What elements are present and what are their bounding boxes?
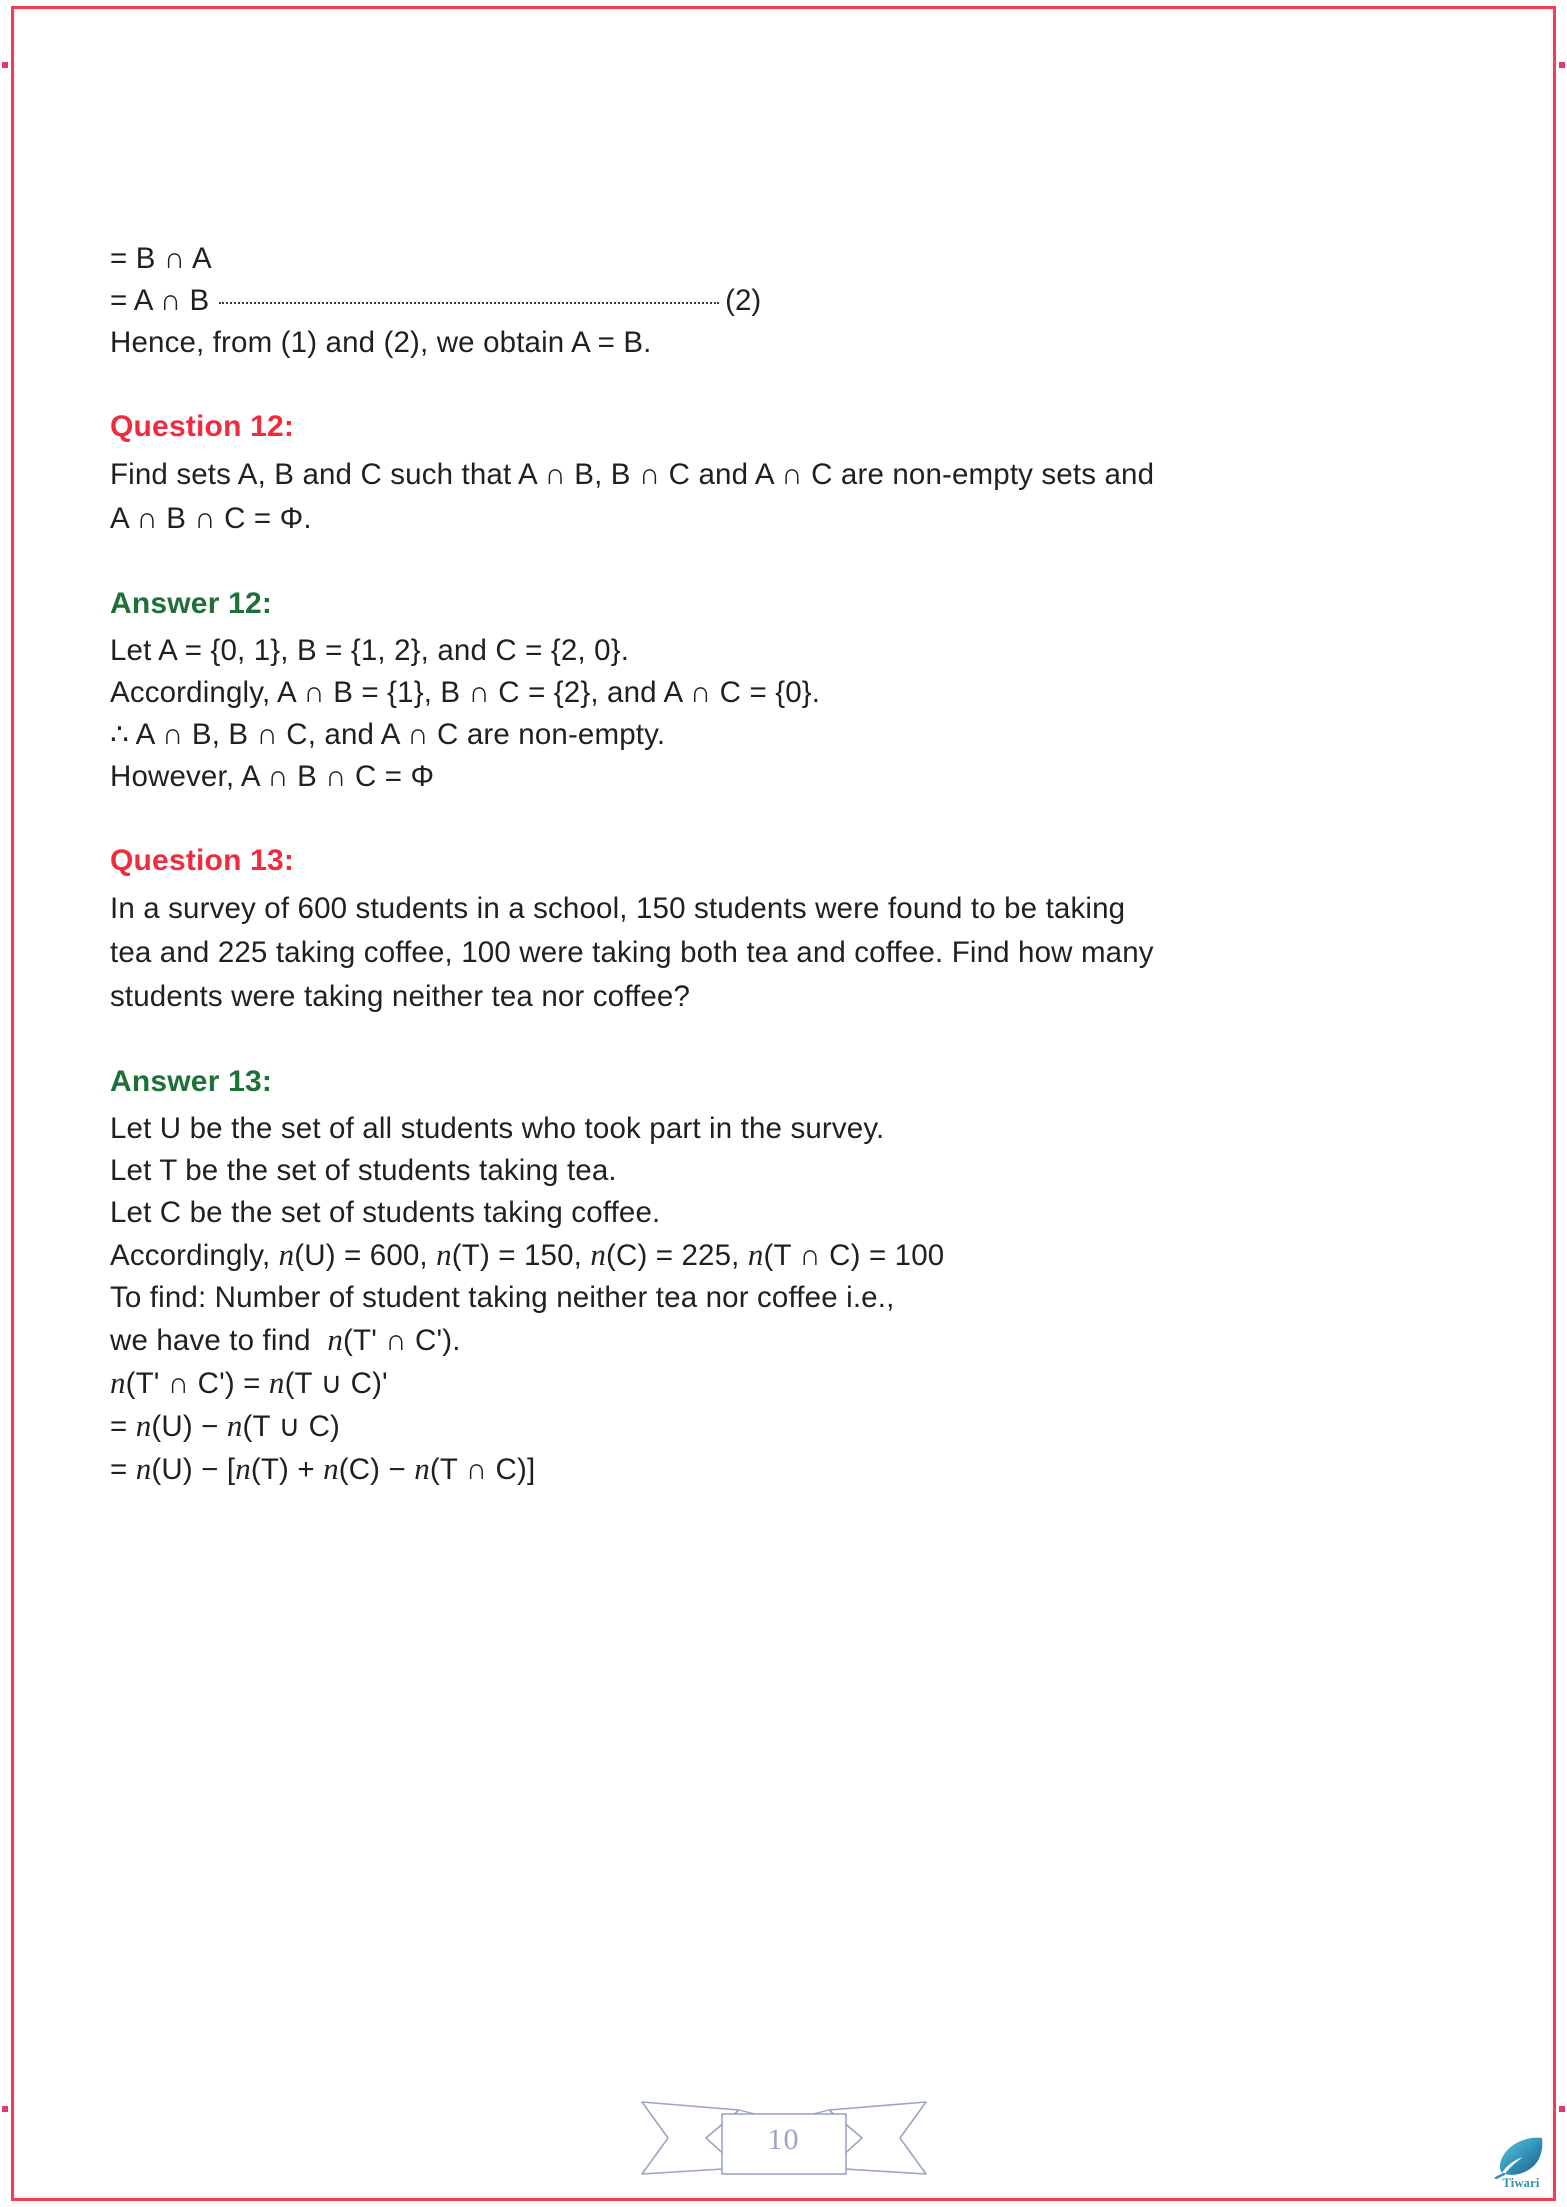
math-var-n: n <box>135 1408 152 1443</box>
question-13-body-line-1: In a survey of 600 students in a school, 150 students were found to be taking <box>110 892 1126 925</box>
brand-name: Tiwari <box>1502 2176 1540 2190</box>
proof-line-1: = B ∩ A <box>110 242 212 275</box>
math-var-n: n <box>268 1365 285 1400</box>
page-content <box>110 238 1455 1491</box>
math-var-n: n <box>436 1237 452 1272</box>
answer-13-line-2: Let T be the set of students taking tea. <box>110 1154 617 1187</box>
answer-13-line-4: Accordingly, n(U) = 600, n(T) = 150, n(C) = 225, n(T ∩ C) = 100 <box>110 1237 945 1272</box>
math-var-n: n <box>590 1237 607 1272</box>
dotted-leader <box>219 302 719 304</box>
answer-12-line-2: Accordingly, A ∩ B = {1}, B ∩ C = {2}, and A ∩ C = {0}. <box>110 676 821 709</box>
answer-13-line-6: we have to find n(T' ∩ C'). <box>110 1322 461 1357</box>
answer-12-line-1: Let A = {0, 1}, B = {1, 2}, and C = {2, 0}. <box>110 634 630 667</box>
math-var-n: n <box>327 1322 344 1357</box>
page-number: 10 <box>767 2123 800 2156</box>
answer-13-line-7: n(T' ∩ C') = n(T ∪ C)' <box>110 1365 388 1400</box>
proof-line-2-reference: (2) <box>725 284 762 317</box>
math-var-n: n <box>323 1451 339 1486</box>
question-13-body-line-3: students were taking neither tea nor coffee? <box>110 980 691 1013</box>
math-var-n: n <box>235 1451 251 1486</box>
math-var-n: n <box>278 1237 295 1272</box>
answer-13-line-9: = n(U) − [n(T) + n(C) − n(T ∩ C)] <box>110 1451 536 1486</box>
question-13-heading: Question 13: <box>110 844 295 877</box>
math-var-n: n <box>747 1237 764 1272</box>
answer-13-line-1: Let U be the set of all students who took part in the survey. <box>110 1112 885 1145</box>
question-12-body-line-2: A ∩ B ∩ C = Φ. <box>110 502 312 535</box>
question-12-body-line-1: Find sets A, B and C such that A ∩ B, B ∩ C and A ∩ C are non-empty sets and <box>110 458 1155 491</box>
question-12-heading: Question 12: <box>110 410 295 443</box>
answer-12-line-4: However, A ∩ B ∩ C = Φ <box>110 760 435 793</box>
page-footer <box>0 2096 1567 2186</box>
proof-line-2 <box>110 280 1455 322</box>
answer-12-heading: Answer 12: <box>110 587 273 620</box>
math-var-n: n <box>414 1451 430 1486</box>
answer-13-line-5: To find: Number of student taking neither tea nor coffee i.e., <box>110 1281 895 1314</box>
math-var-n: n <box>135 1451 152 1486</box>
proof-line-2-expression: = A ∩ B <box>110 284 210 317</box>
answer-12-line-3: ∴ A ∩ B, B ∩ C, and A ∩ C are non-empty. <box>110 718 666 751</box>
math-var-n: n <box>110 1365 126 1400</box>
proof-conclusion: Hence, from (1) and (2), we obtain A = B. <box>110 326 652 359</box>
answer-13-line-3: Let C be the set of students taking coffee. <box>110 1196 661 1229</box>
answer-13-line-8: = n(U) − n(T ∪ C) <box>110 1408 341 1443</box>
margin-registration-dot <box>1559 62 1565 68</box>
margin-registration-dot <box>2 62 8 68</box>
math-var-n: n <box>226 1408 243 1443</box>
feather-quill-icon <box>1492 2133 1550 2179</box>
brand-logo <box>1489 2133 1553 2201</box>
answer-13-heading: Answer 13: <box>110 1065 273 1098</box>
question-13-body-line-2: tea and 225 taking coffee, 100 were taking both tea and coffee. Find how many <box>110 936 1154 969</box>
